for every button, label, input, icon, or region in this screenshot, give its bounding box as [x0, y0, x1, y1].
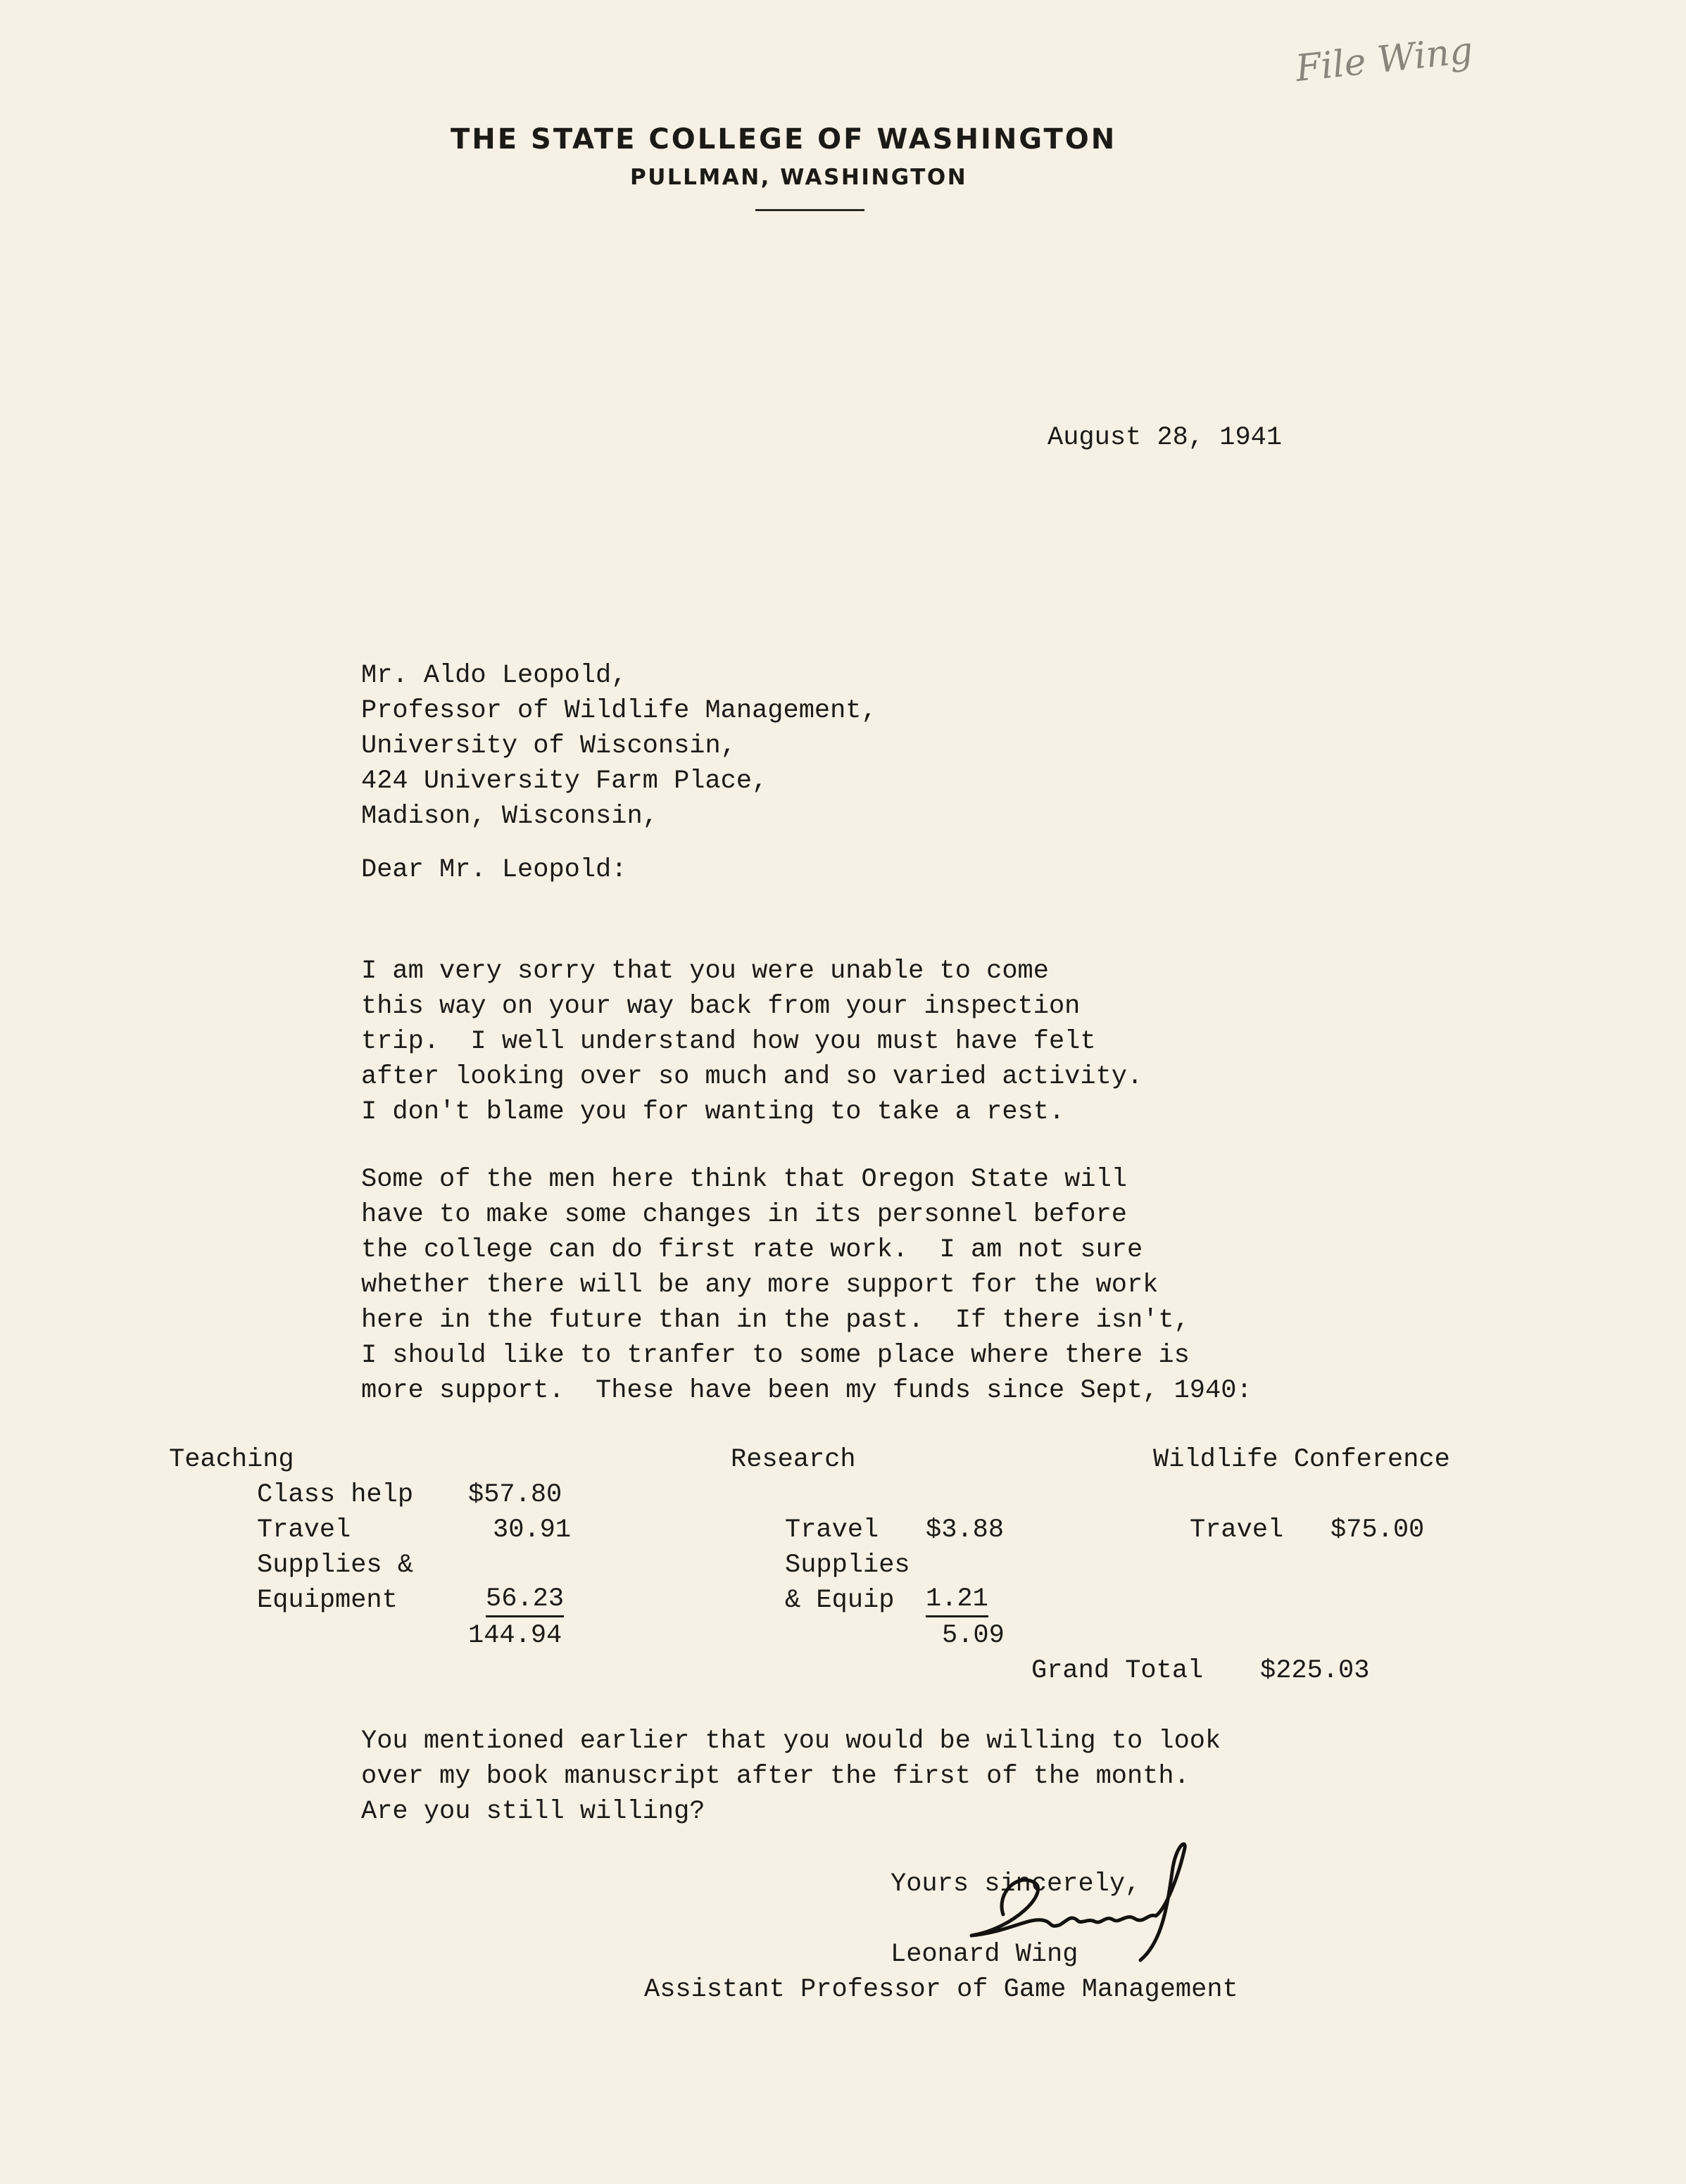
salutation: Dear Mr. Leopold:: [361, 855, 627, 885]
teaching-equipment-label: Equipment: [257, 1586, 398, 1615]
paragraph-line: trip. I well understand how you must have felt: [361, 1027, 1096, 1056]
address-line: Professor of Wildlife Management,: [361, 696, 877, 726]
teaching-total: 144.94: [468, 1621, 562, 1650]
conference-travel-amount: $75.00: [1330, 1515, 1425, 1545]
address-line: 424 University Farm Place,: [361, 766, 768, 796]
letterhead-location: PULLMAN, WASHINGTON: [630, 165, 968, 190]
paragraph-line: Are you still willing?: [361, 1797, 705, 1826]
teaching-class-help-amount: $57.80: [468, 1480, 562, 1510]
paragraph-line: this way on your way back from your inspection: [361, 992, 1081, 1021]
teaching-travel-amount: 30.91: [493, 1515, 572, 1545]
letterhead-divider: [755, 209, 864, 211]
teaching-travel-label: Travel: [257, 1515, 351, 1545]
conference-travel-label: Travel: [1190, 1515, 1284, 1545]
paragraph-line: here in the future than in the past. If there isn't,: [361, 1306, 1190, 1335]
signer-title: Assistant Professor of Game Management: [644, 1975, 1238, 2005]
research-travel-amount: $3.88: [926, 1515, 1005, 1545]
research-heading: Research: [731, 1445, 856, 1475]
handwritten-file-note: File Wing: [1293, 29, 1476, 91]
signer-name: Leonard Wing: [891, 1940, 1078, 1969]
address-line: Madison, Wisconsin,: [361, 802, 658, 831]
paragraph-line: You mentioned earlier that you would be willing to look: [361, 1727, 1221, 1756]
grand-total-label: Grand Total: [1031, 1656, 1204, 1686]
research-equip-label: & Equip: [785, 1586, 895, 1615]
grand-total-amount: $225.03: [1260, 1656, 1370, 1686]
paragraph-line: over my book manuscript after the first of the month.: [361, 1762, 1190, 1791]
paragraph-line: the college can do first rate work. I am not sure: [361, 1235, 1143, 1265]
paragraph-line: Some of the men here think that Oregon State will: [361, 1165, 1127, 1194]
research-total: 5.09: [942, 1621, 1005, 1650]
teaching-class-help-label: Class help: [257, 1480, 414, 1510]
paragraph-line: after looking over so much and so varied activity.: [361, 1062, 1143, 1092]
teaching-supplies-label: Supplies &: [257, 1551, 414, 1580]
paragraph-line: whether there will be any more support for the work: [361, 1270, 1159, 1300]
teaching-equipment-amount: 56.23: [486, 1583, 564, 1617]
paragraph-line: have to make some changes in its personnel before: [361, 1200, 1127, 1230]
paragraph-line: I don't blame you for wanting to take a rest.: [361, 1097, 1065, 1127]
letter-date: August 28, 1941: [1048, 423, 1283, 453]
paragraph-line: I am very sorry that you were unable to come: [361, 957, 1049, 986]
research-equip-amount: 1.21: [926, 1583, 988, 1617]
address-line: Mr. Aldo Leopold,: [361, 661, 627, 690]
paragraph-line: more support. These have been my funds since Sept, 1940:: [361, 1376, 1252, 1406]
letterhead-institution: THE STATE COLLEGE OF WASHINGTON: [451, 123, 1117, 156]
closing: Yours sincerely,: [891, 1869, 1141, 1899]
teaching-heading: Teaching: [169, 1445, 294, 1475]
address-line: University of Wisconsin,: [361, 731, 736, 761]
paragraph-line: I should like to tranfer to some place where there is: [361, 1341, 1190, 1370]
research-travel-label: Travel: [785, 1515, 879, 1545]
research-supplies-label: Supplies: [785, 1551, 910, 1580]
conference-heading: Wildlife Conference: [1153, 1445, 1450, 1475]
